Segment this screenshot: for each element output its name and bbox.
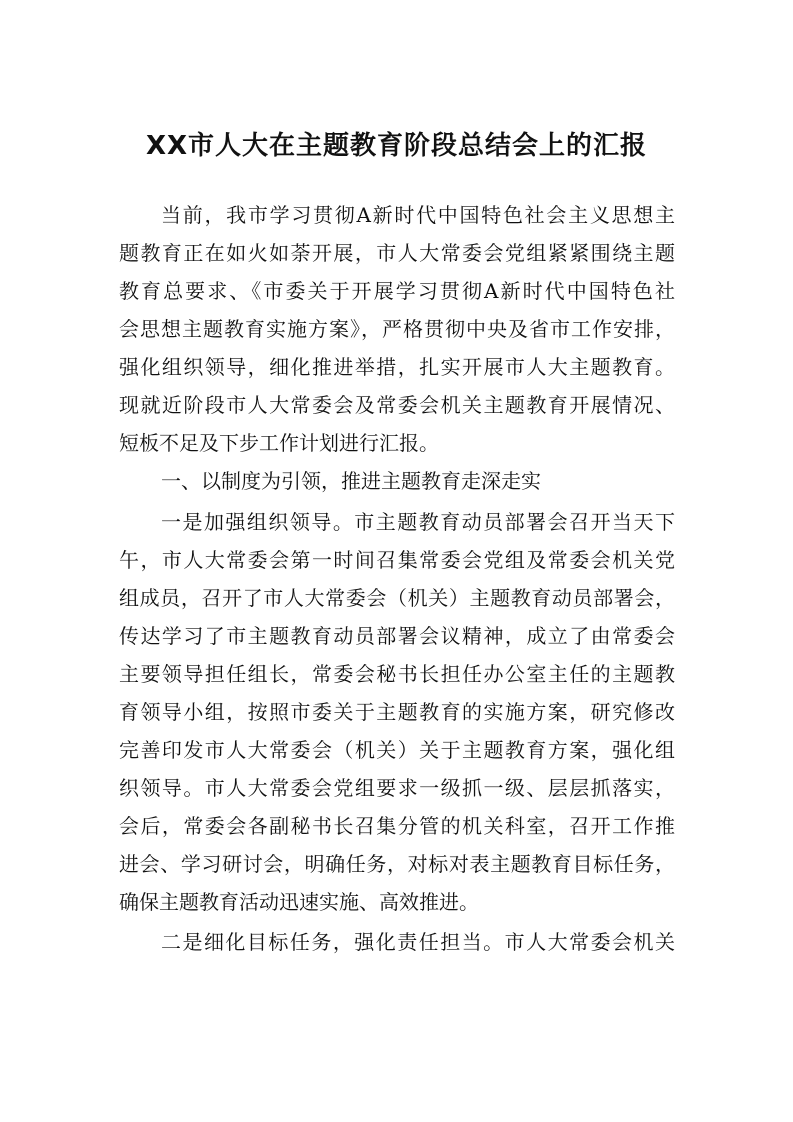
paragraph-line: 会思想主题教育实施方案》，严格贯彻中央及省市工作安排，	[119, 317, 675, 341]
paragraph-line: 会后，常委会各副秘书长召集分管的机关科室，召开工作推	[119, 814, 675, 838]
paragraph-line: 当前，我市学习贯彻A新时代中国特色社会主义思想主	[161, 203, 675, 227]
paragraph-line: 育领导小组，按照市委关于主题教育的实施方案，研究修改	[119, 700, 675, 724]
paragraph-line: 主要领导担任组长，常委会秘书长担任办公室主任的主题教	[119, 662, 675, 686]
paragraph-line: 题教育正在如火如荼开展，市人大常委会党组紧紧围绕主题	[119, 241, 675, 265]
paragraph-line: 完善印发市人大常委会（机关）关于主题教育方案，强化组	[119, 738, 675, 762]
paragraph-line: 教育总要求、《市委关于开展学习贯彻A新时代中国特色社	[119, 279, 675, 303]
paragraph-line: 确保主题教育活动迅速实施、高效推进。	[119, 890, 479, 914]
paragraph-line: 现就近阶段市人大常委会及常委会机关主题教育开展情况、	[119, 393, 675, 417]
document-title: XX市人大在主题教育阶段总结会上的汇报	[145, 131, 648, 161]
paragraph-line: 强化组织领导，细化推进举措，扎实开展市人大主题教育。	[119, 355, 675, 379]
paragraph-line: 一是加强组织领导。市主题教育动员部署会召开当天下	[161, 510, 675, 534]
paragraph-line: 短板不足及下步工作计划进行汇报。	[119, 431, 439, 455]
paragraph-line: 织领导。市人大常委会党组要求一级抓一级、层层抓落实，	[119, 776, 675, 800]
paragraph-line: 二是细化目标任务，强化责任担当。市人大常委会机关	[161, 930, 675, 954]
paragraph-line: 进会、学习研讨会，明确任务，对标对表主题教育目标任务，	[119, 852, 675, 876]
paragraph-line: 组成员，召开了市人大常委会（机关）主题教育动员部署会，	[119, 586, 675, 610]
section-heading: 一、以制度为引领，推进主题教育走深走实	[161, 469, 541, 493]
paragraph-line: 传达学习了市主题教育动员部署会议精神，成立了由常委会	[119, 624, 675, 648]
paragraph-line: 午，市人大常委会第一时间召集常委会党组及常委会机关党	[119, 548, 675, 572]
